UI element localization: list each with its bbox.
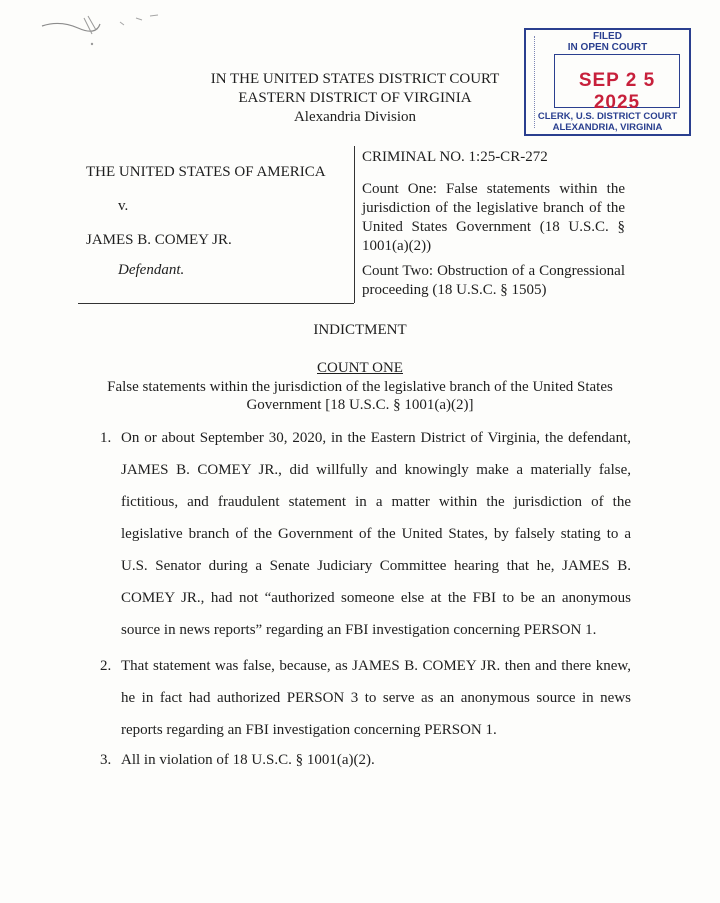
scan-smudge xyxy=(40,12,180,52)
document-title: INDICTMENT xyxy=(313,322,407,338)
stamp-filed: FILED xyxy=(593,31,622,42)
plaintiff: THE UNITED STATES OF AMERICA xyxy=(86,164,326,180)
count-one-heading: COUNT ONE xyxy=(317,360,403,376)
charge-count-one: Count One: False statements within the jurisdiction of the legislative branch of the United States Government (18 U.S.C. § 1001(a)(2)) xyxy=(362,181,625,254)
paragraph-text: On or about September 30, 2020, in the Eastern District of Virginia, the defendant, JAMES B. COMEY JR., did willfully and knowingly make a materially false, fictitious, and fraudulent statement in a matter within the jurisdiction of the legislative branch of the Government of the United States, by falsely stating to a U.S. Senator during a Senate Judiciary Committee hearing that he, JAMES B. COMEY JR., had not “authorized someone else at the FBI to be an anonymous source in news reports” regarding an FBI investigation concerning PERSON 1. xyxy=(121,430,631,638)
paragraph-number: 2. xyxy=(100,658,112,674)
filed-stamp xyxy=(524,28,691,136)
defendant-name: JAMES B. COMEY JR. xyxy=(86,232,232,248)
stamp-date: SEP 2 5 2025 xyxy=(578,70,656,113)
stamp-location: ALEXANDRIA, VIRGINIA xyxy=(552,122,663,133)
caption-divider xyxy=(354,146,355,303)
paragraph-text: All in violation of 18 U.S.C. § 1001(a)(2). xyxy=(121,752,375,768)
case-caption-parties xyxy=(78,146,354,304)
paragraph-text: That statement was false, because, as JAMES B. COMEY JR. then and there knew, he in fact had authorized PERSON 3 to serve as an anonymous source in news reports regarding an FBI investigation concerning PERSON 1. xyxy=(121,658,631,738)
stamp-date-box xyxy=(554,54,680,113)
stamp-open-court: IN OPEN COURT xyxy=(567,42,648,53)
stamp-clerk-line: CLERK, U.S. DISTRICT COURT xyxy=(537,111,678,122)
defendant-label: Defendant. xyxy=(118,262,185,278)
court-name: IN THE UNITED STATES DISTRICT COURT xyxy=(210,71,500,87)
division-name: Alexandria Division xyxy=(293,109,417,125)
stamp-clerk xyxy=(526,111,689,133)
versus: v. xyxy=(118,198,129,214)
paragraph-number: 1. xyxy=(100,430,112,446)
charge-count-two: Count Two: Obstruction of a Congressional proceeding (18 U.S.C. § 1505) xyxy=(362,263,625,298)
paragraph-number: 3. xyxy=(100,752,112,768)
district-name: EASTERN DISTRICT OF VIRGINIA xyxy=(238,90,472,106)
case-number: CRIMINAL NO. 1:25-CR-272 xyxy=(362,149,548,165)
court-header xyxy=(200,70,510,127)
count-one-subheading: False statements within the jurisdiction of the legislative branch of the United States Government [18 U.S.C. § 1001(a)(2)] xyxy=(107,379,613,413)
